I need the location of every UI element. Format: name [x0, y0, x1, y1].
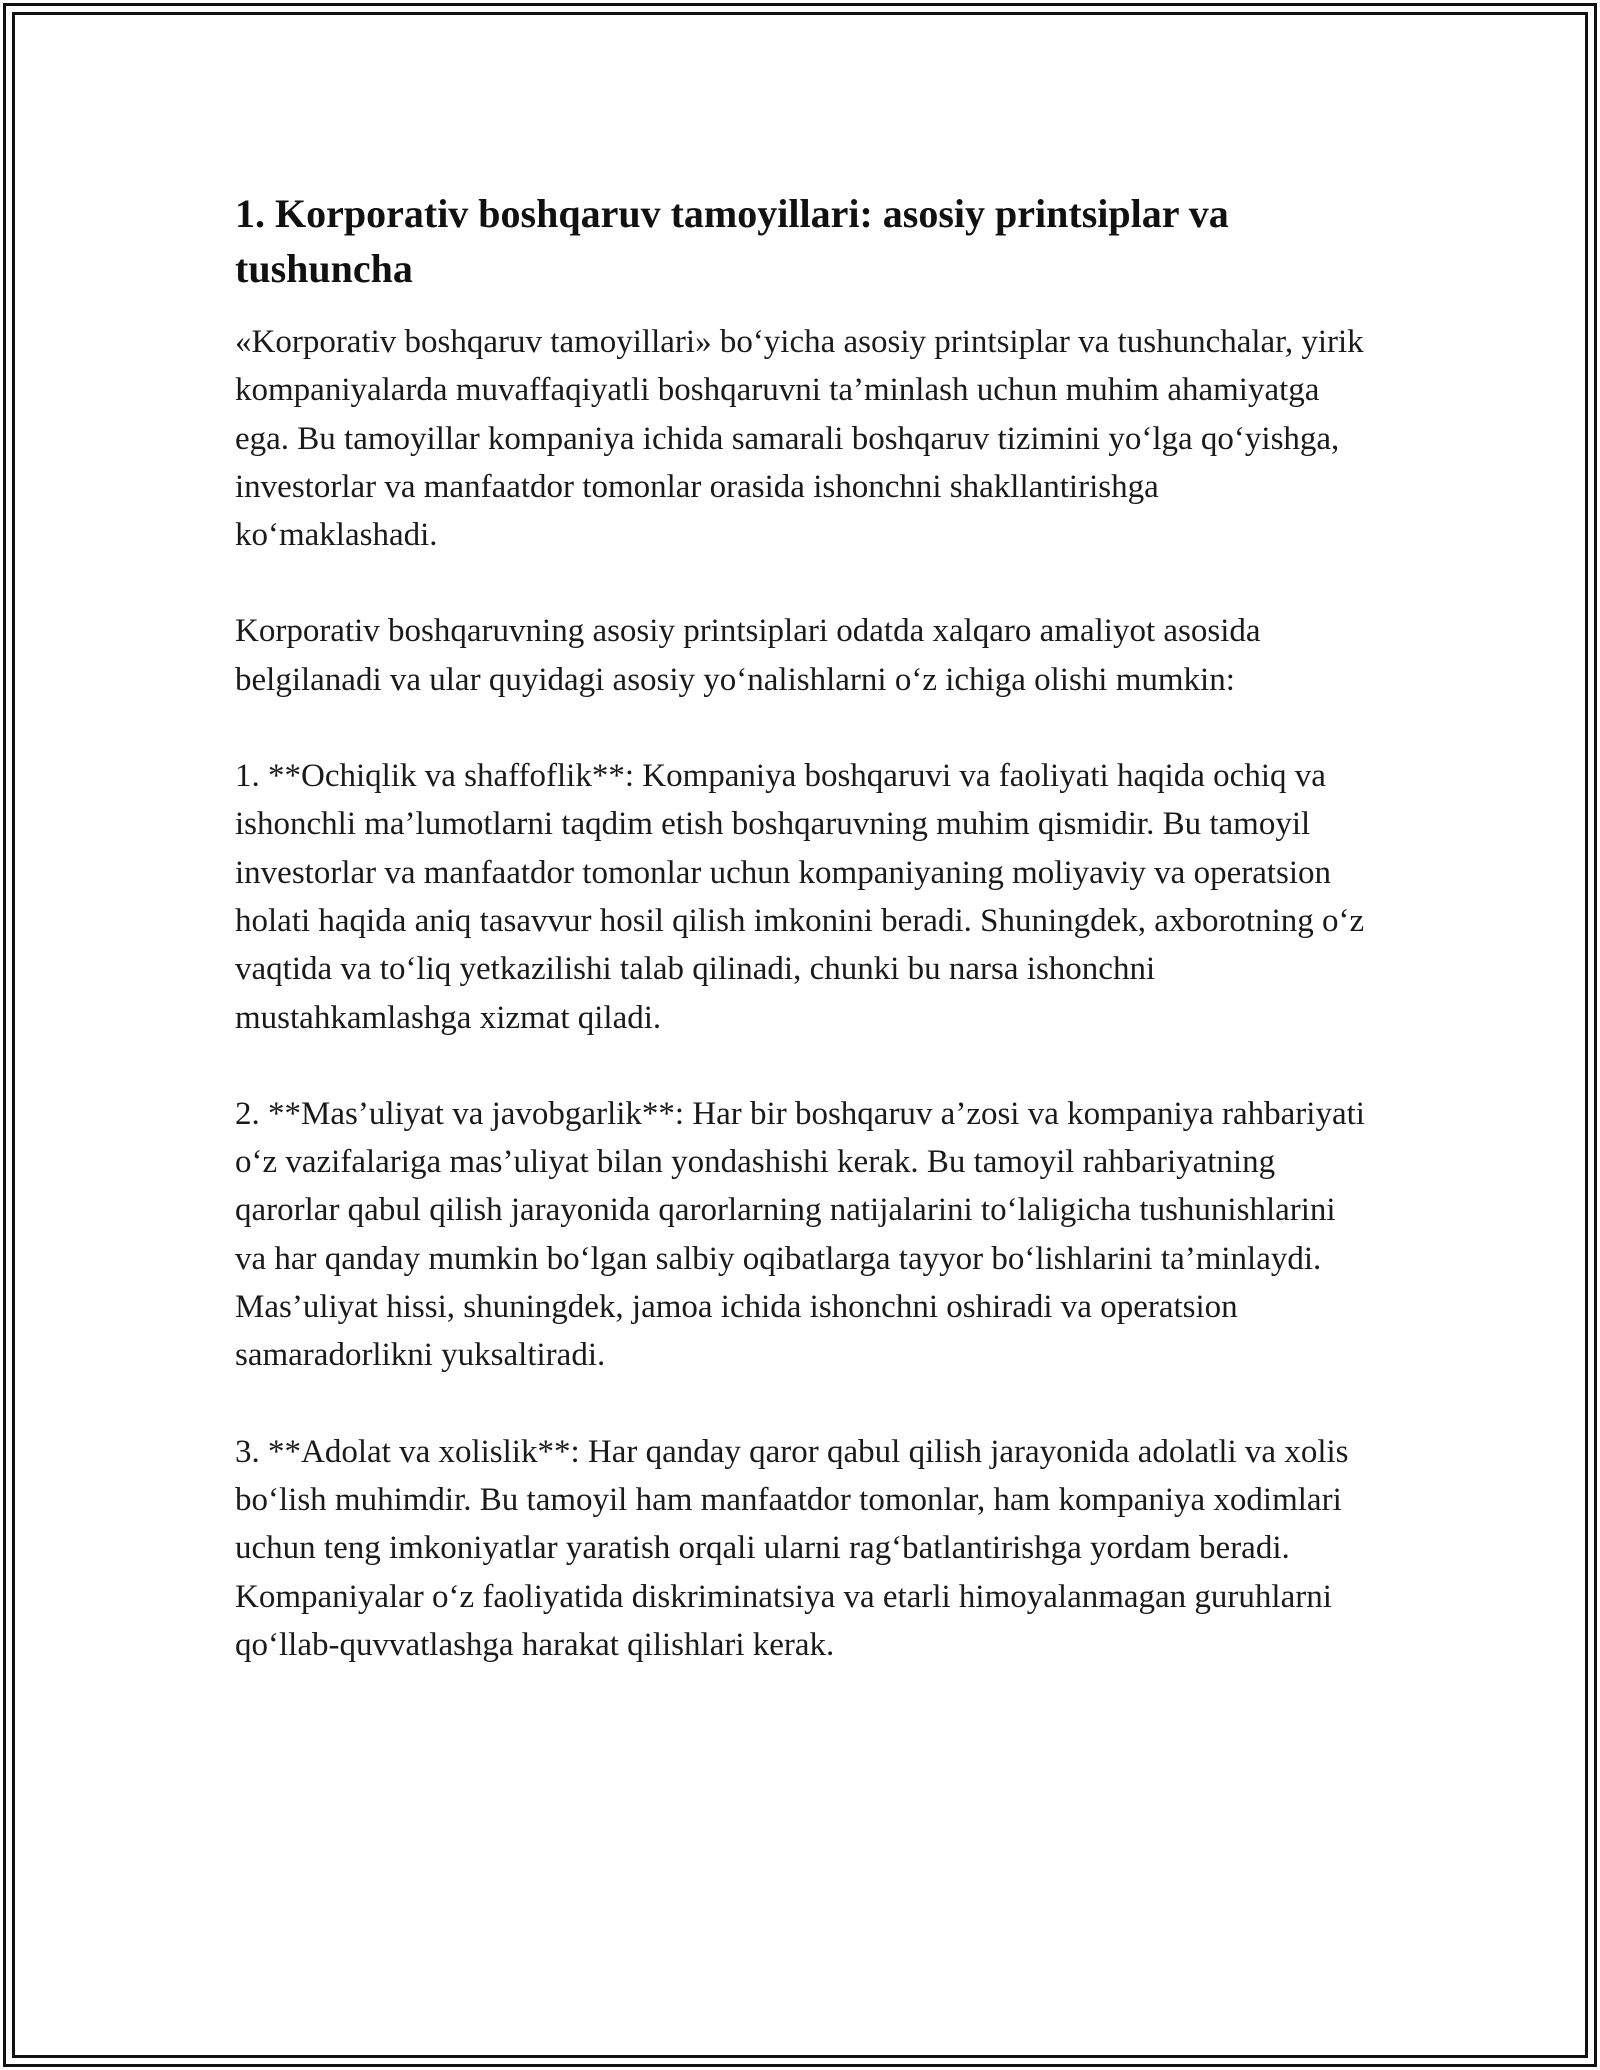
principle-1-paragraph: 1. **Ochiqlik va shaffoflik**: Kompaniya boshqaruvi va faoliyati haqida ochiq va ishonchli ma’lumotlarni taqdim etish boshqaruvning muhim qismidir. Bu tamoyil investorlar va manfaatdor tomonlar uchun kompaniyaning moliyaviy va operatsion holati haqida aniq tasavvur hosil qilish imkonini beradi. Shuningdek, axborotning o‘z vaqtida va to‘liq yetkazilishi talab qilinadi, chunki bu narsa ishonchni mustahkamlashga xizmat qiladi.	[235, 758, 1365, 1036]
principle-3-paragraph: 3. **Adolat va xolislik**: Har qanday qaror qabul qilish jarayonida adolatli va xolis bo‘lish muhimdir. Bu tamoyil ham manfaatdor tomonlar, ham kompaniya xodimlari uchun teng imkoniyatlar yaratish orqali ularni rag‘batlantirishga yordam beradi. Kompaniyalar o‘z faoliyatida diskriminatsiya va etarli himoyalanmagan guruhlarni qo‘llab-quvvatlashga harakat qilishlari kerak.	[235, 1433, 1349, 1663]
principle-2-paragraph: 2. **Mas’uliyat va javobgarlik**: Har bir boshqaruv a’zosi va kompaniya rahbariyati o‘z vazifalariga mas’uliyat bilan yondashishi kerak. Bu tamoyil rahbariyatning qarorlar qabul qilish jarayonida qarorlarning natijalarini to‘laligicha tushunishlarini va har qanday mumkin bo‘lgan salbiy oqibatlarga tayyor bo‘lishlarini ta’minlaydi. Mas’uliyat hissi, shuningdek, jamoa ichida ishonchni oshiradi va operatsion samaradorlikni yuksaltiradi.	[235, 1095, 1365, 1374]
intro-paragraph: «Korporativ boshqaruv tamoyillari» bo‘yicha asosiy printsiplar va tushunchalar, yirik kompaniyalarda muvaffaqiyatli boshqaruvni ta’minlash uchun muhim ahamiyatga ega. Bu tamoyillar kompaniya ichida samarali boshqaruv tizimini yo‘lga qo‘yishga, investorlar va manfaatdor tomonlar orasida ishonchni shakllantirishga ko‘maklashadi.	[235, 324, 1364, 554]
document-title: 1. Korporativ boshqaruv tamoyillari: asosiy printsiplar va tushuncha	[235, 191, 1229, 291]
document-page	[235, 186, 1365, 1669]
principles-lead-paragraph: Korporativ boshqaruvning asosiy printsiplari odatda xalqaro amaliyot asosida belgilanadi va ular quyidagi asosiy yo‘nalishlarni o‘z ichiga olishi mumkin:	[235, 613, 1261, 698]
